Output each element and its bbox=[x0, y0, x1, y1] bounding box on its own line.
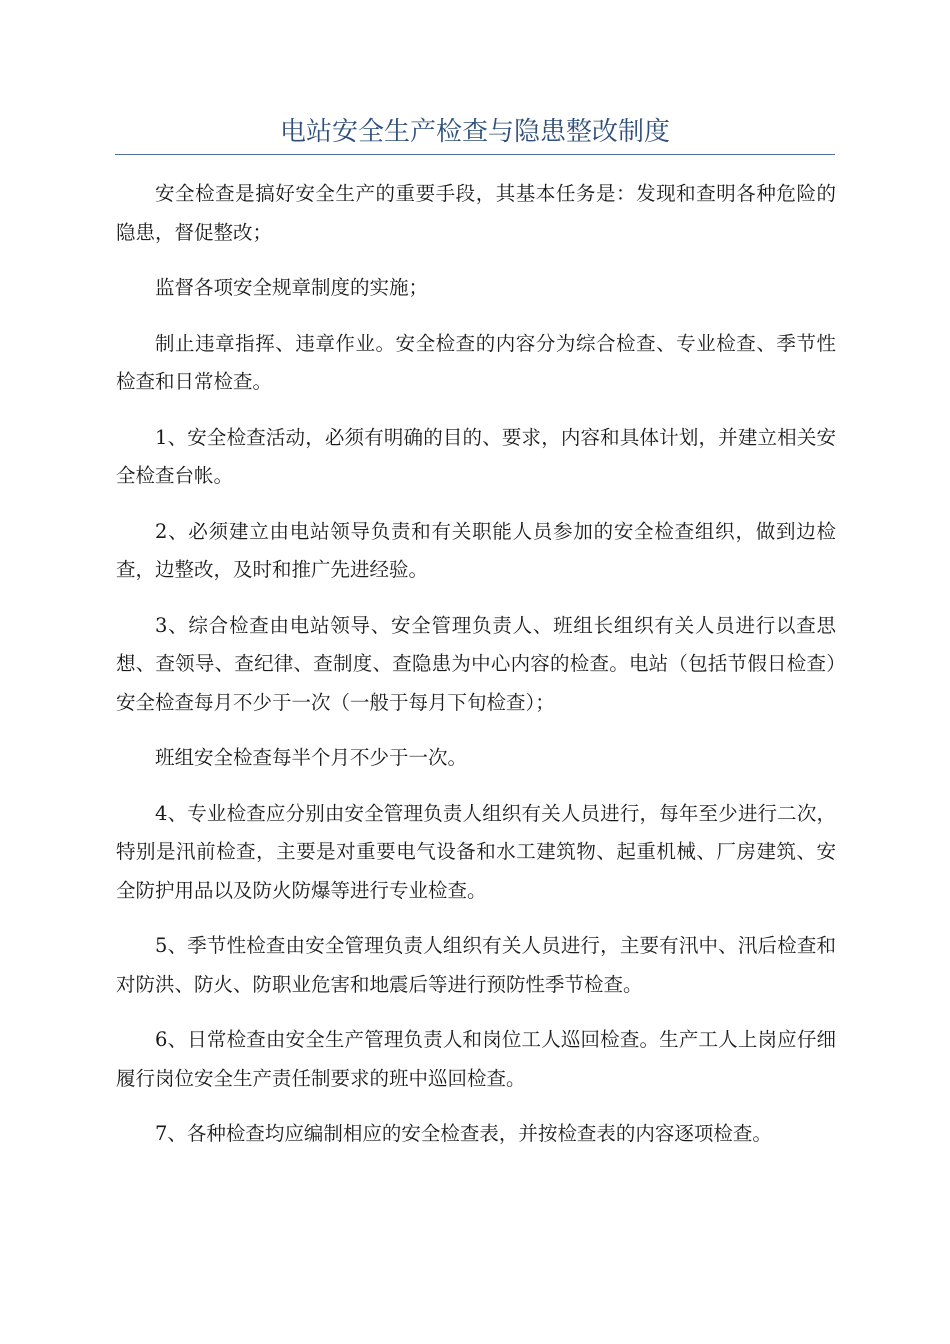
paragraph: 5、季节性检查由安全管理负责人组织有关人员进行，主要有汛中、汛后检查和对防洪、防火、防职业危害和地震后等进行预防性季节检查。 bbox=[116, 934, 836, 996]
paragraph: 安全检查是搞好安全生产的重要手段，其基本任务是：发现和查明各种危险的隐患，督促整改； bbox=[116, 182, 836, 244]
paragraph: 班组安全检查每半个月不少于一次。 bbox=[155, 746, 468, 769]
paragraph: 2、必须建立由电站领导负责和有关职能人员参加的安全检查组织，做到边检查，边整改，及时和推广先进经验。 bbox=[116, 519, 836, 581]
document-body bbox=[116, 175, 836, 1171]
paragraph: 6、日常检查由安全生产管理负责人和岗位工人巡回检查。生产工人上岗应仔细履行岗位安全生产责任制要求的班中巡回检查。 bbox=[116, 1028, 836, 1090]
paragraph: 监督各项安全规章制度的实施； bbox=[155, 276, 429, 299]
paragraph: 1、安全检查活动，必须有明确的目的、要求，内容和具体计划，并建立相关安全检查台帐。 bbox=[116, 425, 836, 487]
title-divider bbox=[115, 154, 835, 155]
paragraph: 7、各种检查均应编制相应的安全检查表，并按检查表的内容逐项检查。 bbox=[155, 1122, 772, 1145]
document-title: 电站安全生产检查与隐患整改制度 bbox=[279, 117, 670, 147]
paragraph: 4、专业检查应分别由安全管理负责人组织有关人员进行，每年至少进行二次，特别是汛前检查，主要是对重要电气设备和水工建筑物、起重机械、厂房建筑、安全防护用品以及防火防爆等进行专业检查。 bbox=[116, 801, 836, 902]
paragraph: 制止违章指挥、违章作业。安全检查的内容分为综合检查、专业检查、季节性检查和日常检查。 bbox=[116, 331, 836, 393]
paragraph: 3、综合检查由电站领导、安全管理负责人、班组长组织有关人员进行以查思想、查领导、查纪律、查制度、查隐患为中心内容的检查。电站（包括节假日检查）安全检查每月不少于一次（一般于每月下旬检查）； bbox=[116, 613, 836, 714]
